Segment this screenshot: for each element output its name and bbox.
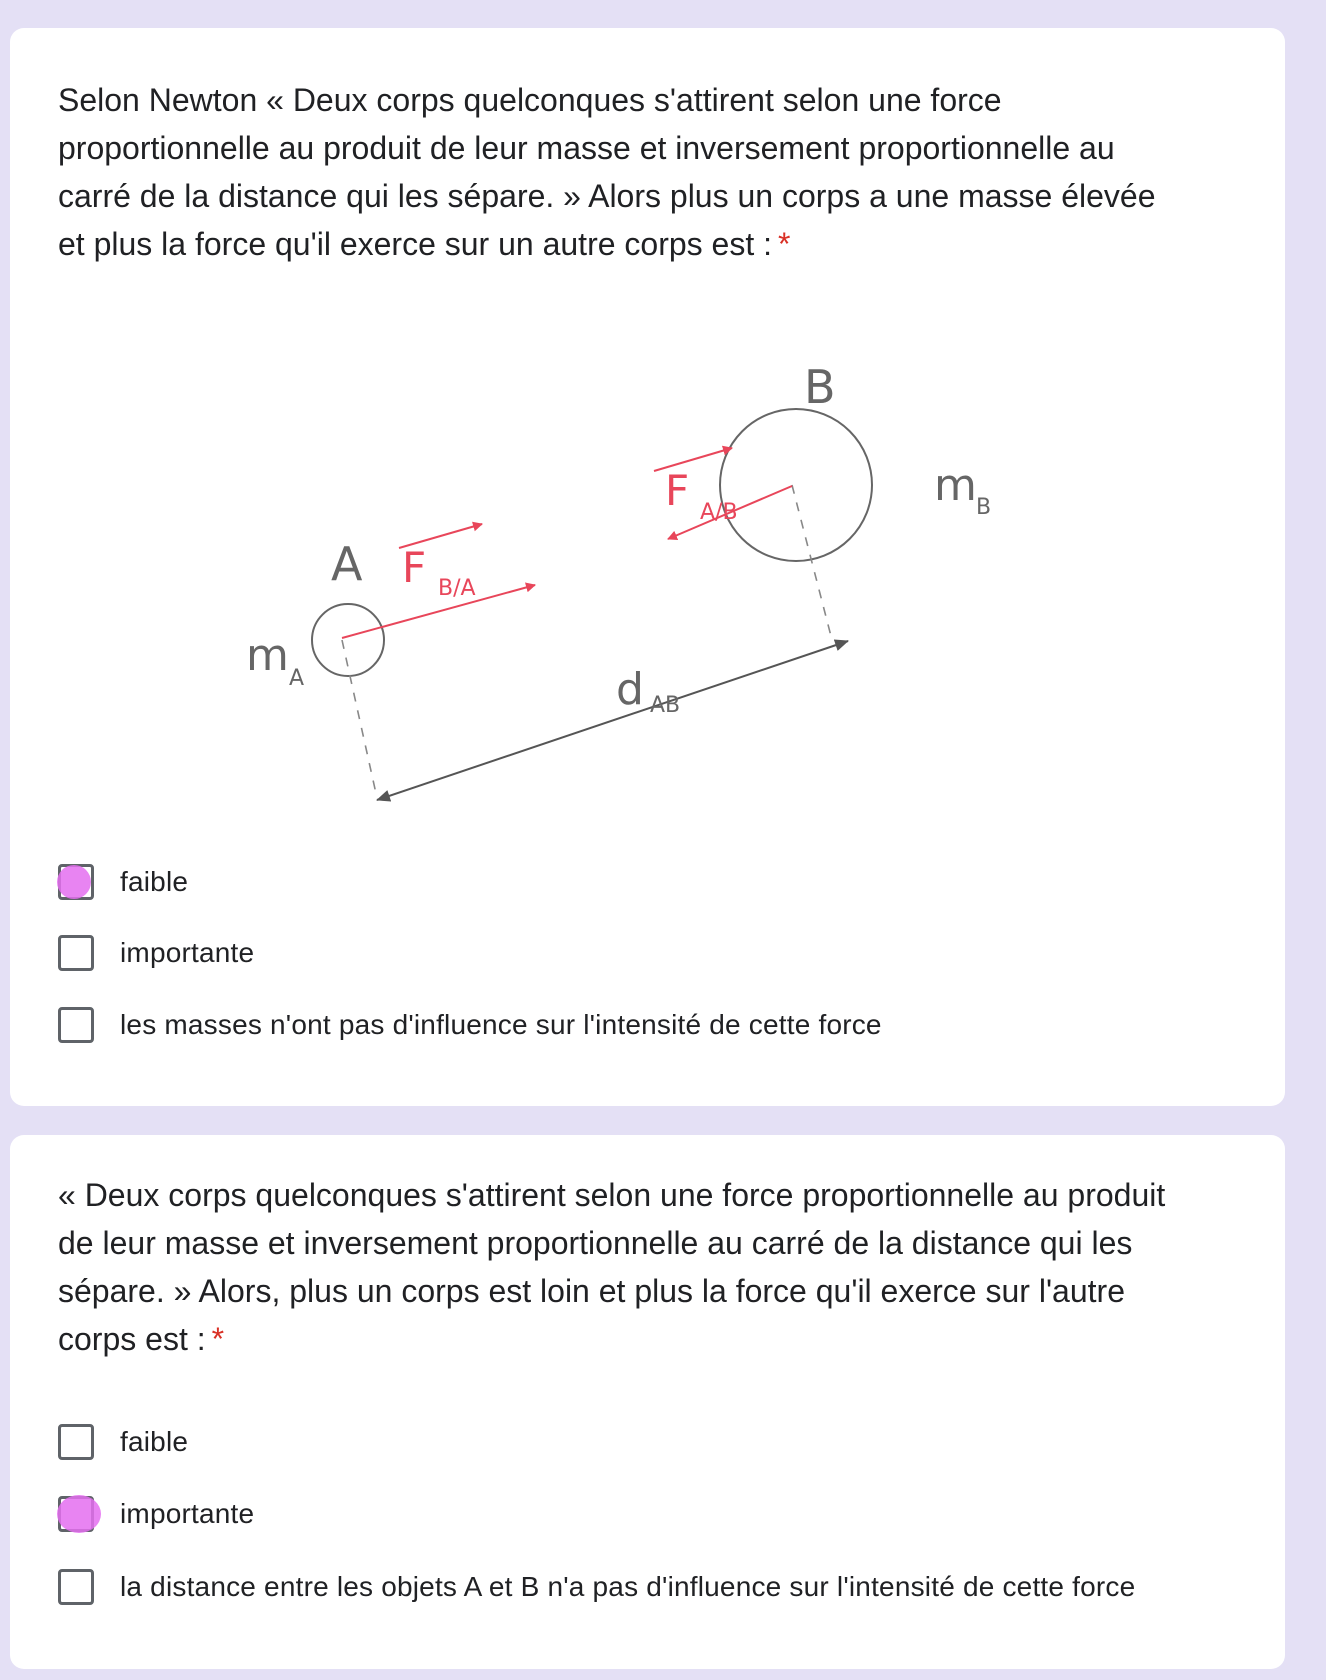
pink-scribble-mark bbox=[57, 865, 91, 899]
question-card-2 bbox=[10, 1135, 1285, 1669]
q2-option-no-influence[interactable] bbox=[58, 1565, 1135, 1609]
label-a: A bbox=[331, 537, 363, 591]
pink-scribble-mark bbox=[57, 1495, 101, 1533]
option-label: la distance entre les objets A et B n'a pas d'influence sur l'intensité de cette force bbox=[120, 1571, 1136, 1602]
option-label: les masses n'ont pas d'influence sur l'intensité de cette force bbox=[120, 1009, 882, 1040]
mass-a-subscript: A bbox=[289, 666, 305, 691]
checkbox[interactable] bbox=[58, 1007, 94, 1043]
mass-b-subscript: B bbox=[976, 495, 992, 520]
question-2-text: « Deux corps quelconques s'attirent selon une force proportionnelle au produit de leur masse et inversement proportionnelle au carré de la distance qui les sépare. » Alors, plus un corps est loin et plus la force qu'il exerce sur l'autre corps est : * bbox=[58, 1177, 1166, 1357]
option-label: importante bbox=[120, 937, 255, 968]
force-ba-subscript: B/A bbox=[438, 576, 476, 601]
gravitation-diagram bbox=[10, 28, 1285, 858]
distance-label: d bbox=[616, 664, 644, 715]
q2-option-importante[interactable] bbox=[58, 1492, 254, 1536]
q1-option-no-influence[interactable] bbox=[58, 1003, 882, 1047]
option-label: faible bbox=[120, 866, 189, 897]
q2-option-faible[interactable] bbox=[58, 1420, 188, 1464]
force-ab-subscript: A/B bbox=[700, 500, 738, 525]
option-label: importante bbox=[120, 1498, 255, 1529]
projection-line-a bbox=[342, 640, 377, 798]
q1-option-faible[interactable] bbox=[58, 860, 188, 904]
q1-option-importante[interactable] bbox=[58, 931, 254, 975]
checkbox[interactable] bbox=[58, 935, 94, 971]
distance-subscript: AB bbox=[650, 693, 681, 718]
force-ab-label: F bbox=[665, 466, 690, 515]
checkbox[interactable] bbox=[58, 1424, 94, 1460]
question-1-text: Selon Newton « Deux corps quelconques s'attirent selon une force proportionnelle au produit de leur masse et inversement proportionnelle au carré de la distance qui les sépare. » Alors plus un corps a une masse élevée et plus la force qu'il exerce sur un autre corps est : * bbox=[58, 82, 1156, 262]
mass-a-label: m bbox=[246, 630, 289, 681]
checkbox[interactable] bbox=[58, 864, 94, 900]
required-asterisk: * bbox=[211, 1321, 225, 1357]
checkbox[interactable] bbox=[58, 1496, 94, 1532]
question-card-1 bbox=[10, 28, 1285, 1106]
label-b: B bbox=[804, 360, 836, 414]
body-b-circle bbox=[720, 409, 872, 561]
distance-arrow bbox=[377, 641, 848, 800]
force-ba-label: F bbox=[402, 543, 427, 592]
projection-line-b bbox=[792, 485, 832, 640]
checkbox[interactable] bbox=[58, 1569, 94, 1605]
option-label: faible bbox=[120, 1426, 189, 1457]
mass-b-label: m bbox=[934, 460, 977, 511]
required-asterisk: * bbox=[778, 226, 791, 262]
